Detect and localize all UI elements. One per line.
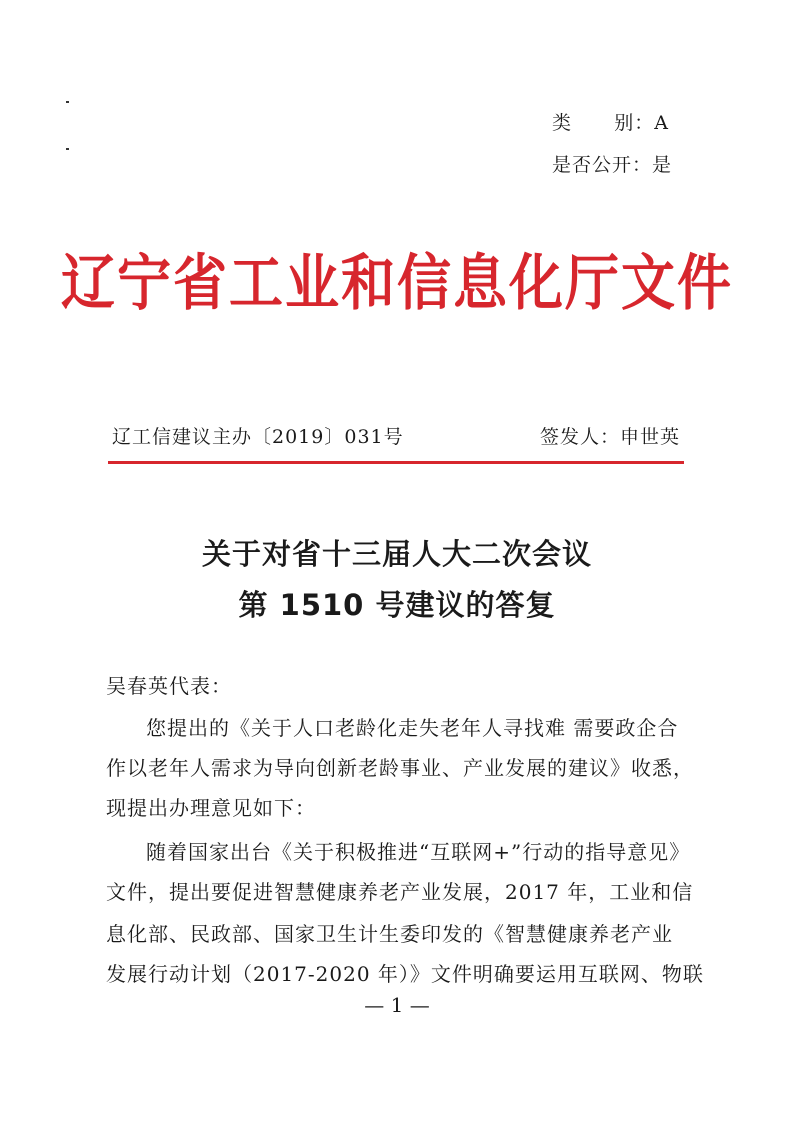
red-divider	[108, 461, 684, 464]
body-line: 息化部、民政部、国家卫生计生委印发的《智慧健康养老产业	[106, 922, 673, 946]
body-line: 文件，提出要促进智慧健康养老产业发展，2017 年，工业和信	[106, 880, 694, 904]
body-line: 作以老年人需求为导向创新老龄事业、产业发展的建议》收悉，	[106, 756, 694, 780]
document-title-line-1: 关于对省十三届人大二次会议	[201, 537, 592, 571]
signer: 签发人：申世英	[540, 426, 681, 448]
document-number: 辽工信建议主办〔2019〕031号	[112, 426, 404, 448]
scan-speck	[66, 101, 69, 103]
salutation: 吴春英代表：	[106, 674, 232, 698]
body-line: 现提出办理意见如下：	[106, 796, 316, 820]
document-title-line-2: 第 1510 号建议的答复	[238, 588, 556, 622]
scan-speck	[66, 148, 69, 150]
body-line: 您提出的《关于人口老龄化走失老年人寻找难 需要政企合	[146, 716, 679, 740]
public-status-label: 是否公开：是	[552, 154, 673, 176]
category-label: 类 别：A	[552, 112, 669, 134]
body-line: 发展行动计划（2017-2020 年）》文件明确要运用互联网、物联	[106, 962, 704, 986]
page-number: — 1 —	[364, 993, 430, 1017]
body-line: 随着国家出台《关于积极推进“互联网+”行动的指导意见》	[146, 840, 691, 864]
document-masthead: 辽宁省工业和信息化厅文件	[61, 247, 733, 319]
